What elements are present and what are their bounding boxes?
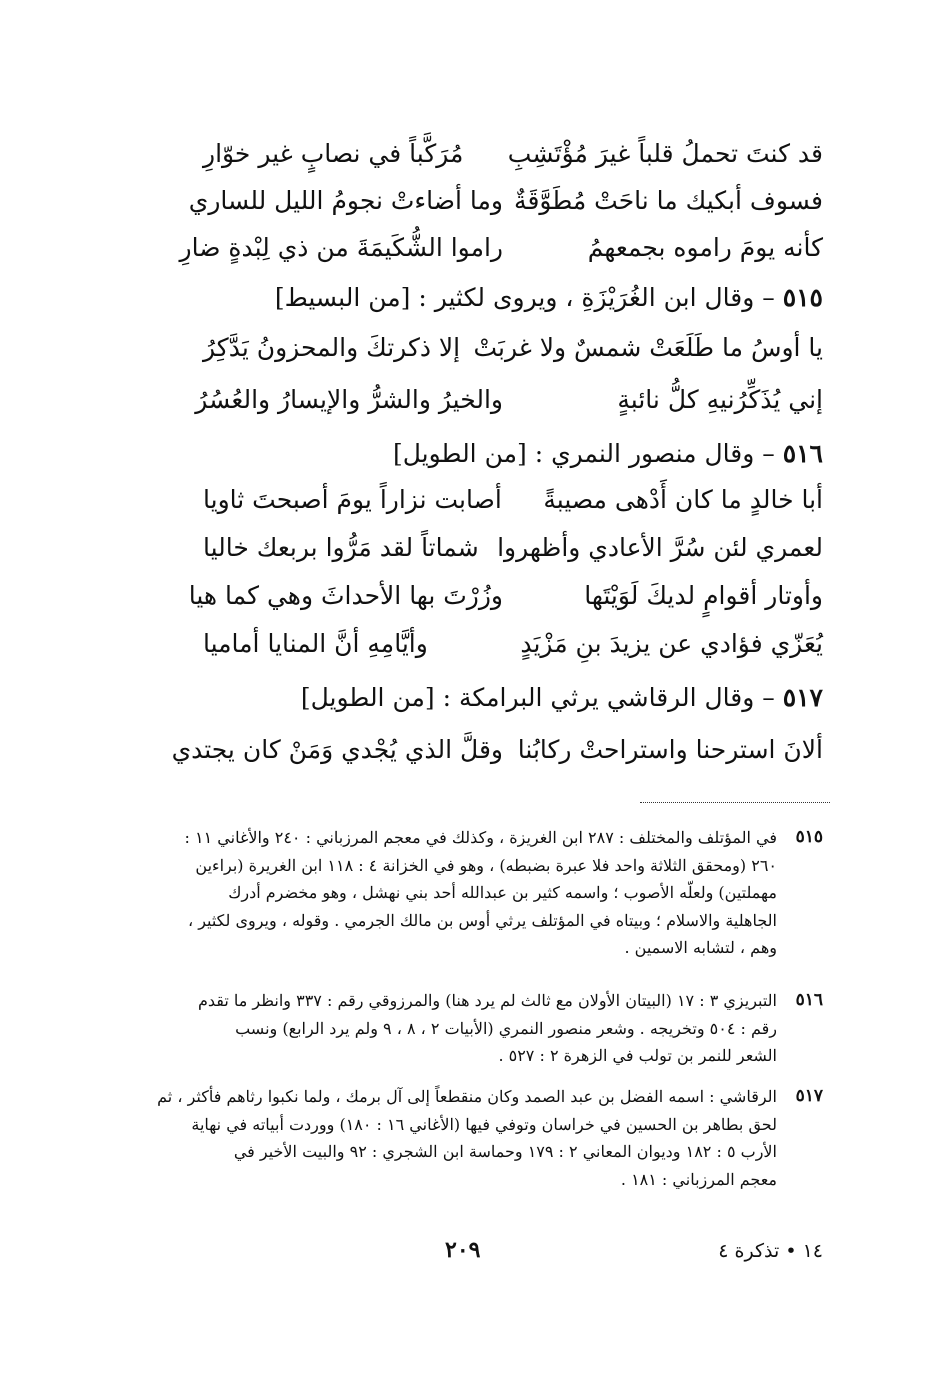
footnote-number: ٥١٧ (795, 1086, 823, 1106)
second-hemistich: أصابت نزاراً يومَ أصبحتَ ثاويا (203, 485, 502, 514)
footnote-number: ٥١٥ (795, 827, 823, 847)
verse-line (188, 179, 823, 223)
second-hemistich: والخيرُ والشرُّ والإيسارُ والعُسُرُ (195, 385, 503, 414)
footnote-line: رقم : ٥٠٤ وتخريجه . وشعر منصور النمري (الأبيات ٢ ، ٨ ، ٩ ولم يرد الرابع) ونسب (235, 1018, 777, 1038)
footnote-divider (640, 802, 830, 803)
footnote-line: لحق بطاهر بن الحسين في خراسان وتوفي فيها (الأغاني ١٦ : ١٨٠) ووردت أبياته في نهاية (191, 1114, 777, 1134)
verse-line (203, 526, 823, 570)
first-hemistich: فسوف أبكيك ما ناحَتْ مُطَوَّقَةٌ (514, 186, 823, 215)
footnote-515 (123, 824, 823, 962)
verse-line (195, 378, 823, 422)
verse-line (203, 326, 823, 370)
poem-number: ٥١٧ (782, 683, 823, 712)
verse-line (188, 574, 823, 618)
footnote-line: ٢٦٠ (ومحقق الثلاثة واحد فلا عبرة بضبطه) ، وهو في الخزانة ٤ : ١١٨ ابن الغريرة (براءين (195, 855, 777, 875)
footnote-line: وهم ، لتشابه الاسمين . (624, 938, 777, 957)
first-hemistich: يا أوسُ ما طَلَعَتْ شمسٌ ولا غربَتْ (473, 333, 823, 362)
poem-heading-text: – وقال ابن الغُرَيْزَةِ ، ويروى لكثير : [من البسيط] (274, 283, 775, 312)
poem-heading-517 (301, 676, 823, 720)
footnote-line: الرقاشي : اسمه الفضل بن عبد الصمد وكان منقطعاً إلى آل برمك ، ولما نكبوا رثاهم فأكثر ، ثم (157, 1087, 777, 1106)
verse-line (203, 622, 823, 666)
first-hemistich: إني يُذَكِّرُنيهِ كلُّ نائبةٍ (617, 385, 823, 414)
footnote-text (123, 987, 777, 1070)
footnote-line: في المؤتلف والمختلف : ٢٨٧ ابن الغريزة ، وكذلك في معجم المرزباني : ٢٤٠ والأغاني ١١ : (184, 828, 777, 847)
second-hemistich: وأيَّامِهِ أنَّ المنايا أماميا (203, 629, 428, 658)
second-hemistich: وقلَّ الذي يُجْدي وَمَنْ كان يجتدي (171, 735, 503, 764)
poem-number: ٥١٥ (782, 283, 823, 312)
second-hemistich: وزُرْتَ بها الأحداثَ وهي كما هيا (188, 581, 503, 610)
second-hemistich: مُرَكَّباً في نصابٍ غير خوّارِ (203, 139, 464, 168)
first-hemistich: أبا خالدٍ ما كان أَدْهى مصيبةً (543, 485, 823, 514)
footnote-line: التبريزي ٣ : ١٧ (البيتان الأولان مع ثالث لم يرد هنا) والمرزوقي رقم : ٣٣٧ وانظر ما تقدم (197, 991, 777, 1010)
first-hemistich: لعمري لئن سُرَّ الأعادي وأظهروا (497, 533, 823, 562)
first-hemistich: كأنه يومَ راموه بجمعهمُ (587, 233, 823, 262)
footnote-line: معجم المرزباني : ١٨١ . (620, 1169, 777, 1189)
footnote-line: الشعر للنمر بن تولب في الزهرة ٢ : ٥٢٧ . (498, 1046, 777, 1065)
poem-heading-515 (275, 276, 823, 320)
second-hemistich: شماتاً لقد مَرُّوا بربعك خاليا (203, 533, 479, 562)
second-hemistich: إلا ذكرتكَ والمحزونُ يَدَّكِرُ (203, 333, 461, 362)
footnote-517 (123, 1083, 823, 1193)
poem-heading-text: – وقال الرقاشي يرثي البرامكة : [من الطويل] (300, 683, 775, 712)
verse-line (171, 728, 823, 772)
first-hemistich: يُعَزّي فؤادي عن يزيدَ بنِ مَزْيَدٍ (520, 629, 823, 658)
footnote-line: مهملتين) ولعلّه الأصوب ؛ واسمه كثير بن عبدالله أحد بني نهشل ، وهو مخضرم أدرك (228, 883, 777, 902)
poem-number: ٥١٦ (782, 439, 823, 468)
page-number: ٢٠٩ (445, 1237, 481, 1263)
first-hemistich: قد كنتَ تحملُ قلباً غيرَ مُؤْتَشِبِ (507, 139, 823, 168)
footnote-number: ٥١٦ (795, 990, 823, 1010)
footnote-text (123, 1083, 777, 1193)
poem-heading-516 (393, 432, 823, 476)
footnote-516 (123, 987, 823, 1070)
footnote-line: الجاهلية والاسلام ؛ وبيتاه في المؤتلف يرثي أوس بن مالك الجرمي . وقوله ، ويروى لكثير ، (187, 910, 777, 930)
footnote-text (123, 824, 777, 962)
second-hemistich: وما أضاءتْ نجومُ الليل للساري (188, 186, 503, 215)
verse-line (203, 478, 823, 522)
footnote-line: الأرب ٥ : ١٨٢ وديوان المعاني ٢ : ١٧٩ وحماسة ابن الشجري : ٩٢ والبيت الأخير في (233, 1142, 777, 1161)
second-hemistich: راموا الشُّكَيمَةَ من ذي لِبْدةٍ ضارِ (179, 233, 503, 262)
poem-heading-text: – وقال منصور النمري : [من الطويل] (393, 439, 775, 468)
first-hemistich: وأوتار أقوامٍ لديكَ لَوَيْتَها (584, 581, 823, 610)
verse-line (203, 132, 823, 176)
verse-line (179, 226, 823, 270)
first-hemistich: ألانَ استرحنا واستراحتْ ركابُنا (517, 735, 823, 764)
signature-mark: ١٤ • تذكرة ٤ (718, 1240, 823, 1262)
